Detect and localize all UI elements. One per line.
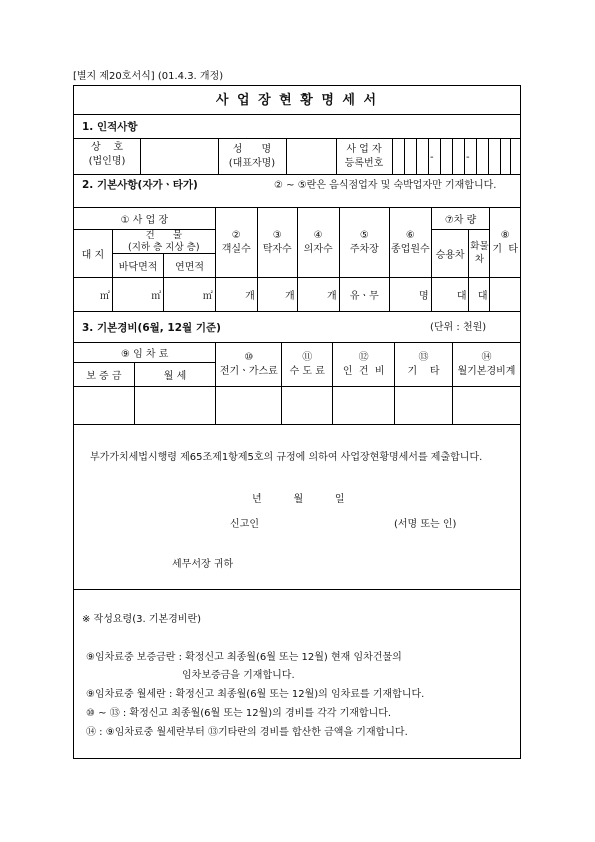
business-status-form [73, 85, 521, 759]
land-area-cell[interactable]: ㎡ [74, 278, 113, 312]
rooms-header: ② 객실수 [215, 208, 257, 278]
total-area-cell[interactable]: ㎡ [164, 278, 215, 312]
section1-heading: 1. 인적사항 [82, 121, 138, 133]
utility-header: ⑩ 전기ㆍ가스료 [216, 343, 282, 387]
etc-cell[interactable] [395, 387, 453, 425]
labor-header: ⑫ 인 건 비 [333, 343, 395, 387]
declaration-date: 년 월 일 [252, 494, 345, 505]
trade-name-label: 상 호 (법인명) [88, 142, 126, 167]
tables-header: ③ 탁자수 [257, 208, 297, 278]
instruction-line: 임차보증금을 기재합니다. [182, 670, 295, 681]
form-number: [별지 제20호서식] (01.4.3. 개정) [73, 71, 224, 82]
chairs-cell[interactable]: 개 [297, 278, 339, 312]
tables-cell[interactable]: 개 [257, 278, 297, 312]
instruction-line: ⑨임차료중 보증금란 : 확정신고 최종월(6월 또는 12월) 현재 임차건물의 [86, 652, 402, 663]
monthly-rent-cell[interactable] [134, 387, 216, 425]
expense-table [73, 342, 521, 425]
rooms-cell[interactable]: 개 [215, 278, 257, 312]
parking-cell[interactable]: 유ㆍ무 [339, 278, 389, 312]
chairs-header: ④ 의자수 [297, 208, 339, 278]
page-title: 사 업 장 현 황 명 세 서 [215, 93, 379, 108]
parking-header: ⑤ 주차장 [339, 208, 389, 278]
declaration-text: 부가가치세법시행령 제65조제1항제5호의 규정에 의하여 사업장현황명세서를 제출합니다. [90, 452, 483, 463]
rent-header: ⑨ 임 차 료 [74, 343, 216, 363]
business-number-label: 사 업 자 등록번호 [344, 144, 384, 169]
instruction-line: ⑨임차료중 월세란 : 확정신고 최종월(6월 또는 12월)의 임차료를 기재합니다. [86, 689, 425, 700]
total-area-header: 연면적 [164, 254, 215, 278]
deposit-header: 보 증 금 [74, 363, 135, 387]
instruction-line: ⑩ ~ ⑬ : 확정신고 최종월(6월 또는 12월)의 경비를 각각 기재합니다. [86, 708, 392, 719]
reporter-label: 신고인 [230, 519, 259, 530]
vehicles-header: ⑦차 량 [431, 208, 490, 230]
bizno-dash: - [430, 152, 434, 163]
monthly-rent-header: 월 세 [134, 363, 216, 387]
land-header: 대 지 [74, 230, 113, 278]
section2-heading: 2. 기본사항(자가ㆍ타가) [82, 179, 198, 191]
total-expense-header: ⑭ 월기본경비계 [452, 343, 520, 387]
etc-header: ⑬ 기 타 [395, 343, 453, 387]
site-header: ① 사 업 장 [74, 208, 216, 230]
signature-label: (서명 또는 인) [394, 519, 457, 530]
unit-note: (단위 : 천원) [430, 322, 487, 333]
car-cell[interactable]: 대 [431, 278, 469, 312]
car-header: 승용차 [431, 230, 469, 278]
employees-cell[interactable]: 명 [390, 278, 432, 312]
floor-area-header: 바닥면적 [112, 254, 163, 278]
bizno-dash: - [466, 152, 470, 163]
floor-area-cell[interactable]: ㎡ [112, 278, 163, 312]
building-header: 건 물 (지하 층 지상 층) [112, 230, 215, 254]
truck-header: 화물차 [469, 230, 490, 278]
total-expense-cell[interactable] [452, 387, 520, 425]
representative-label: 성 명 (대표자명) [228, 144, 276, 169]
addressee: 세무서장 귀하 [172, 559, 234, 570]
utility-cell[interactable] [216, 387, 282, 425]
instruction-line: ⑭ : ⑨임차료중 월세란부터 ⑬기타란의 경비를 합산한 금액을 기재합니다. [86, 727, 408, 738]
employees-header: ⑥ 종업원수 [390, 208, 432, 278]
basic-info-table [73, 207, 521, 312]
section3-heading: 3. 기본경비(6월, 12월 기준) [82, 322, 221, 334]
other-header: ⑧ 기 타 [490, 208, 521, 278]
deposit-cell[interactable] [74, 387, 135, 425]
truck-cell[interactable]: 대 [469, 278, 490, 312]
labor-cell[interactable] [333, 387, 395, 425]
water-header: ⑪ 수 도 료 [282, 343, 333, 387]
section2-note: ② ~ ⑤란은 음식점업자 및 숙박업자만 기재합니다. [274, 180, 497, 191]
water-cell[interactable] [282, 387, 333, 425]
instructions-title: ※ 작성요령(3. 기본경비란) [82, 614, 202, 625]
other-cell[interactable] [490, 278, 521, 312]
